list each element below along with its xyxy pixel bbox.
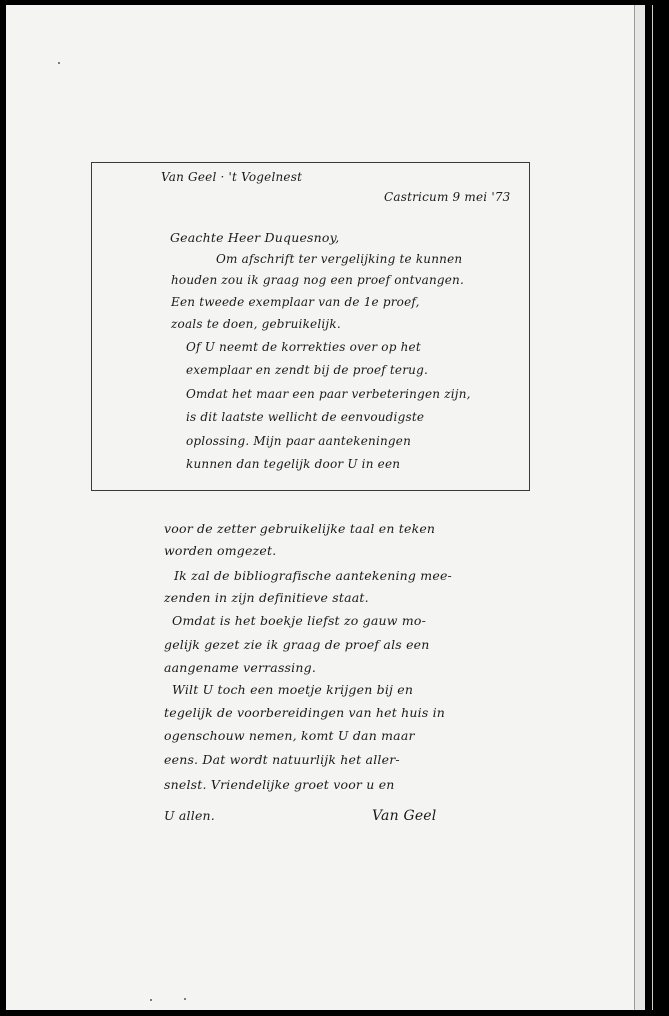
letter-box-line: is dit laatste wellicht de eenvoudigste bbox=[186, 410, 425, 424]
letter-box-line: oplossing. Mijn paar aantekeningen bbox=[186, 434, 412, 448]
continuation-line: eens. Dat wordt natuurlijk het aller- bbox=[164, 752, 400, 767]
letter-box-line: Om afschrift ter vergelijking te kunnen bbox=[216, 252, 463, 266]
continuation-line: Wilt U toch een moetje krijgen bij en bbox=[172, 682, 414, 697]
continuation-line: worden omgezet. bbox=[164, 543, 277, 558]
continuation-line: tegelijk de voorbereidingen van het huis in bbox=[164, 705, 446, 720]
continuation-line: aangename verrassing. bbox=[164, 660, 316, 675]
continuation-line: Ik zal de bibliografische aantekening mee- bbox=[174, 568, 452, 583]
continuation-line: Omdat is het boekje liefst zo gauw mo- bbox=[172, 613, 427, 628]
letter-box-line: kunnen dan tegelijk door U in een bbox=[186, 457, 401, 471]
letter-date: Castricum 9 mei '73 bbox=[384, 190, 511, 204]
letter-box-line: Een tweede exemplaar van de 1e proef, bbox=[171, 295, 420, 309]
continuation-line: snelst. Vriendelijke groet voor u en bbox=[164, 777, 395, 792]
letter-box-line: Of U neemt de korrekties over op het bbox=[186, 340, 421, 354]
continuation-line: ogenschouw nemen, komt U dan maar bbox=[164, 728, 415, 743]
letter-header-left: Van Geel · 't Vogelnest bbox=[161, 170, 303, 184]
letter-box-line: zoals te doen, gebruikelijk. bbox=[171, 317, 341, 331]
page-edge-line bbox=[652, 5, 653, 1010]
letter-box-line: Omdat het maar een paar verbeteringen zijn, bbox=[186, 387, 471, 401]
continuation-line: gelijk gezet zie ik graag de proef als een bbox=[164, 637, 430, 652]
continuation-line: zenden in zijn definitieve staat. bbox=[164, 590, 369, 605]
document-page bbox=[6, 5, 634, 1010]
letter-box-line: exemplaar en zendt bij de proef terug. bbox=[186, 363, 428, 377]
page-edge bbox=[634, 5, 645, 1010]
continuation-line: voor de zetter gebruikelijke taal en teken bbox=[164, 521, 436, 536]
signature: Van Geel bbox=[372, 808, 437, 824]
continuation-line: U allen. bbox=[164, 808, 215, 823]
letter-box-line: houden zou ik graag nog een proef ontvangen. bbox=[171, 273, 465, 287]
letter-salutation: Geachte Heer Duquesnoy, bbox=[170, 230, 340, 245]
